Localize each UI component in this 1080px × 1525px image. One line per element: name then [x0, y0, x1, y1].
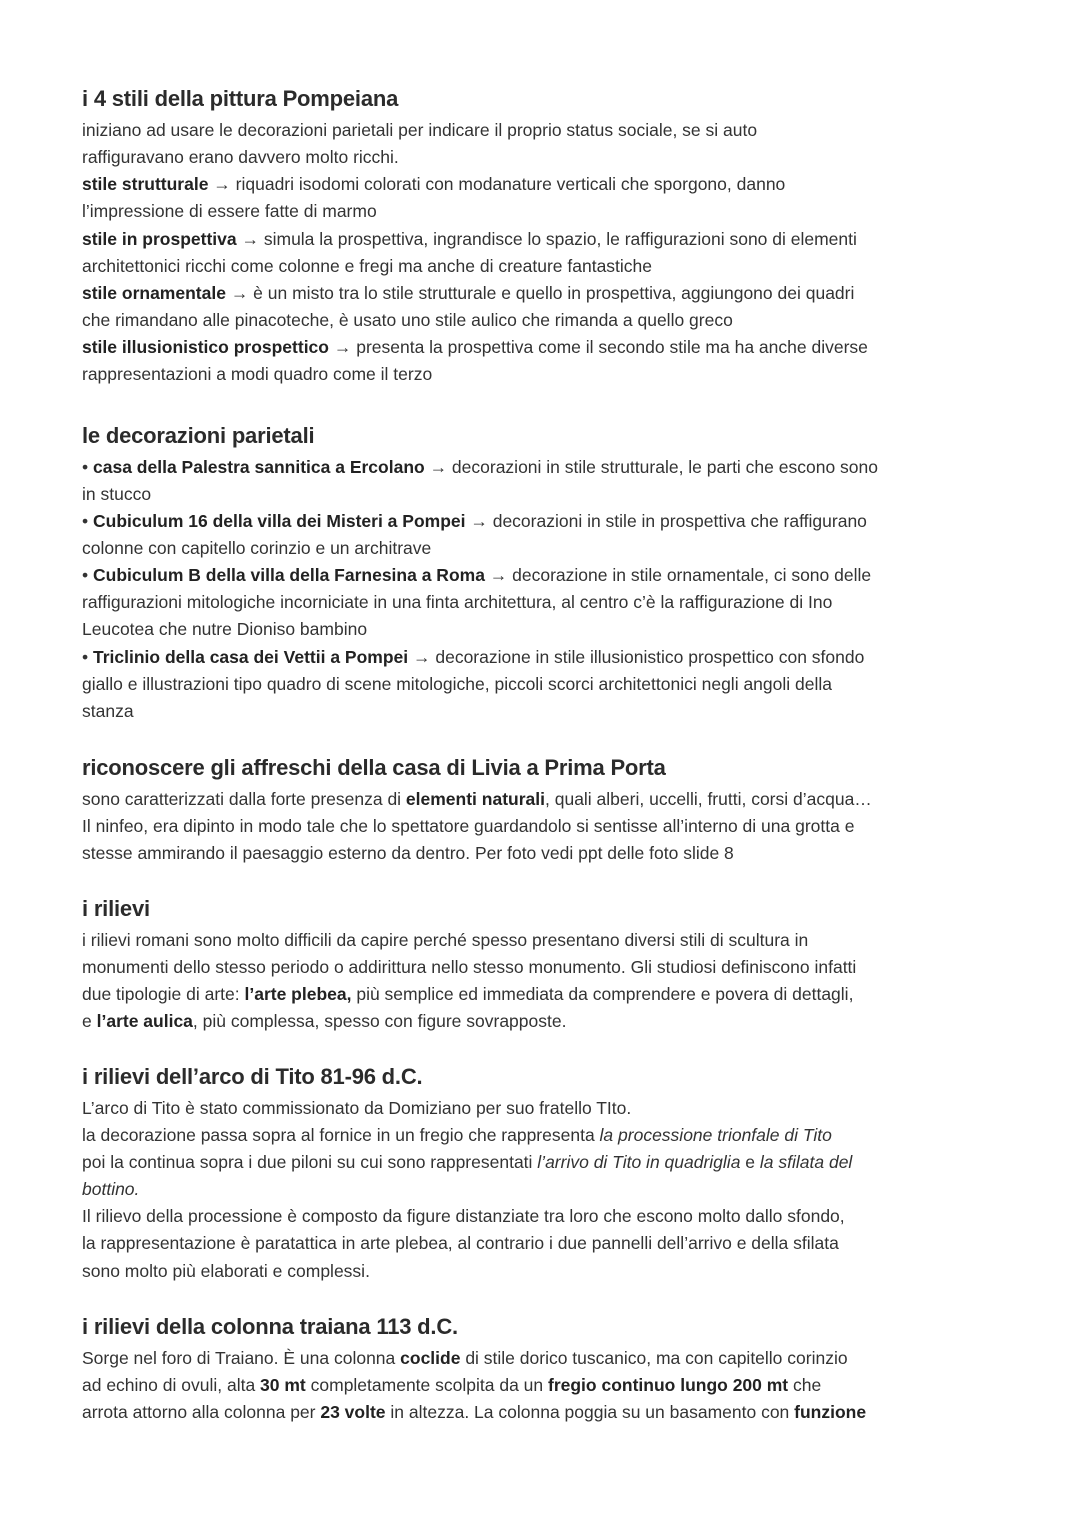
paragraph-line: monumenti dello stesso periodo o addirittura nello stesso monumento. Gli studiosi definiscono infatti	[82, 957, 857, 977]
term-bold: Triclinio della casa dei Vettii a Pompei	[93, 647, 409, 667]
paragraph-line: stile illusionistico prospettico → presenta la prospettiva come il secondo stile ma ha anche diverse	[82, 337, 868, 357]
list-item: • Cubiculum B della villa della Farnesina a Roma → decorazione in stile ornamentale, ci sono delle	[82, 565, 872, 585]
paragraph-line: colonne con capitello corinzio e un architrave	[82, 538, 432, 558]
term-bold: Cubiculum 16 della villa dei Misteri a Pompei	[93, 511, 466, 531]
section-heading: riconoscere gli affreschi della casa di Livia a Prima Porta	[82, 755, 666, 780]
paragraph-line: raffiguravano erano davvero molto ricchi.	[82, 147, 399, 167]
paragraph-line: iniziano ad usare le decorazioni parietali per indicare il proprio status sociale, se si auto	[82, 120, 758, 140]
paragraph-line: sono caratterizzati dalla forte presenza di elementi naturali, quali alberi, uccelli, frutti, corsi d’acqua…	[82, 789, 872, 809]
term-bold: stile in prospettiva	[82, 229, 237, 249]
term-bold: elementi naturali	[405, 789, 545, 809]
paragraph-line: giallo e illustrazioni tipo quadro di scene mitologiche, piccoli scorci architettonici negli angoli della	[82, 674, 832, 694]
paragraph-line: i rilievi romani sono molto difficili da capire perché spesso presentano diversi stili di scultura in	[82, 930, 809, 950]
paragraph-line: Il ninfeo, era dipinto in modo tale che lo spettatore guardandolo si sentisse all’interno di una grotta e	[82, 816, 855, 836]
section-heading: i rilievi dell’arco di Tito 81-96 d.C.	[82, 1064, 423, 1089]
list-item: • Cubiculum 16 della villa dei Misteri a Pompei → decorazioni in stile in prospettiva che raffigurano	[82, 511, 867, 531]
term-bold: coclide	[400, 1348, 461, 1368]
paragraph-line: Leucotea che nutre Dioniso bambino	[82, 619, 368, 639]
term-bold: casa della Palestra sannitica a Ercolano	[93, 457, 425, 477]
paragraph-line: raffigurazioni mitologiche incorniciate in una finta architettura, al centro c’è la raffigurazione di Ino	[82, 592, 833, 612]
paragraph-line: stile in prospettiva → simula la prospettiva, ingrandisce lo spazio, le raffigurazioni sono di elementi	[82, 229, 857, 249]
term-bold: stile ornamentale	[82, 283, 226, 303]
paragraph-line: due tipologie di arte: l’arte plebea, più semplice ed immediata da comprendere e povera di dettagli,	[82, 984, 854, 1004]
paragraph-line: L’arco di Tito è stato commissionato da Domiziano per suo fratello TIto.	[82, 1098, 632, 1118]
term-bold: stile strutturale	[82, 174, 209, 194]
term-italic: la sfilata del	[759, 1152, 853, 1172]
term-bold: funzione	[794, 1402, 867, 1422]
paragraph-line: l’impressione di essere fatte di marmo	[82, 201, 377, 221]
paragraph-line: stile strutturale → riquadri isodomi colorati con modanature verticali che sporgono, danno	[82, 174, 786, 194]
term-italic: la processione trionfale di Tito	[599, 1125, 832, 1145]
term-bold: fregio continuo lungo 200 mt	[548, 1375, 789, 1395]
section-heading: i 4 stili della pittura Pompeiana	[82, 86, 399, 111]
term-bold: 23 volte	[320, 1402, 386, 1422]
paragraph-line	[82, 1178, 139, 1200]
paragraph-line: ad echino di ovuli, alta 30 mt completamente scolpita da un fregio continuo lungo 200 mt che	[82, 1375, 822, 1395]
term-bold: stile illusionistico prospettico	[82, 337, 329, 357]
bullet: •	[82, 565, 93, 585]
term-bold: Cubiculum B della villa della Farnesina a Roma	[93, 565, 485, 585]
paragraph-line: poi la continua sopra i due piloni su cui sono rappresentati l’arrivo di Tito in quadriglia e la sfilata del	[82, 1152, 853, 1172]
paragraph-line: architettonici ricchi come colonne e fregi ma anche di creature fantastiche	[82, 256, 653, 276]
bullet: •	[82, 647, 93, 667]
paragraph-line: e l’arte aulica, più complessa, spesso con figure sovrapposte.	[82, 1011, 567, 1031]
term-bold: 30 mt	[260, 1375, 306, 1395]
paragraph-line: Il rilievo della processione è composto da figure distanziate tra loro che escono molto dallo sfondo,	[82, 1206, 845, 1226]
bullet: •	[82, 511, 93, 531]
section-heading: i rilievi della colonna traiana 113 d.C.	[82, 1314, 458, 1339]
paragraph-line: stile ornamentale → è un misto tra lo stile strutturale e quello in prospettiva, aggiungono dei quadri	[82, 283, 855, 303]
paragraph-line: che rimandano alle pinacoteche, è usato uno stile aulico che rimanda a quello greco	[82, 310, 733, 330]
paragraph-line: la decorazione passa sopra al fornice in un fregio che rappresenta la processione trionfale di Tito	[82, 1125, 832, 1145]
paragraph-line: stanza	[82, 701, 134, 721]
term-bold: l’arte plebea,	[244, 984, 352, 1004]
list-item: • casa della Palestra sannitica a Ercolano → decorazioni in stile strutturale, le parti che escono sono	[82, 457, 878, 477]
paragraph-line: stesse ammirando il paesaggio esterno da dentro. Per foto vedi ppt delle foto slide 8	[82, 843, 734, 863]
paragraph-line: rappresentazioni a modi quadro come il terzo	[82, 364, 433, 384]
paragraph-line: sono molto più elaborati e complessi.	[82, 1261, 370, 1281]
paragraph-line: la rappresentazione è paratattica in arte plebea, al contrario i due pannelli dell’arrivo e della sfilata	[82, 1233, 839, 1253]
term-italic: l’arrivo di Tito in quadriglia	[537, 1152, 741, 1172]
term-bold: l’arte aulica	[96, 1011, 193, 1031]
paragraph-line: arrota attorno alla colonna per 23 volte in altezza. La colonna poggia su un basamento con funzione	[82, 1402, 867, 1422]
section-heading: i rilievi	[82, 896, 150, 921]
paragraph-line: in stucco	[82, 484, 152, 504]
list-item: • Triclinio della casa dei Vettii a Pompei → decorazione in stile illusionistico prospettico con sfondo	[82, 647, 865, 667]
bullet: •	[82, 457, 93, 477]
section-heading: le decorazioni parietali	[82, 423, 315, 448]
paragraph-line: Sorge nel foro di Traiano. È una colonna coclide di stile dorico tuscanico, ma con capitello corinzio	[82, 1348, 848, 1368]
term-italic: bottino.	[82, 1179, 140, 1199]
